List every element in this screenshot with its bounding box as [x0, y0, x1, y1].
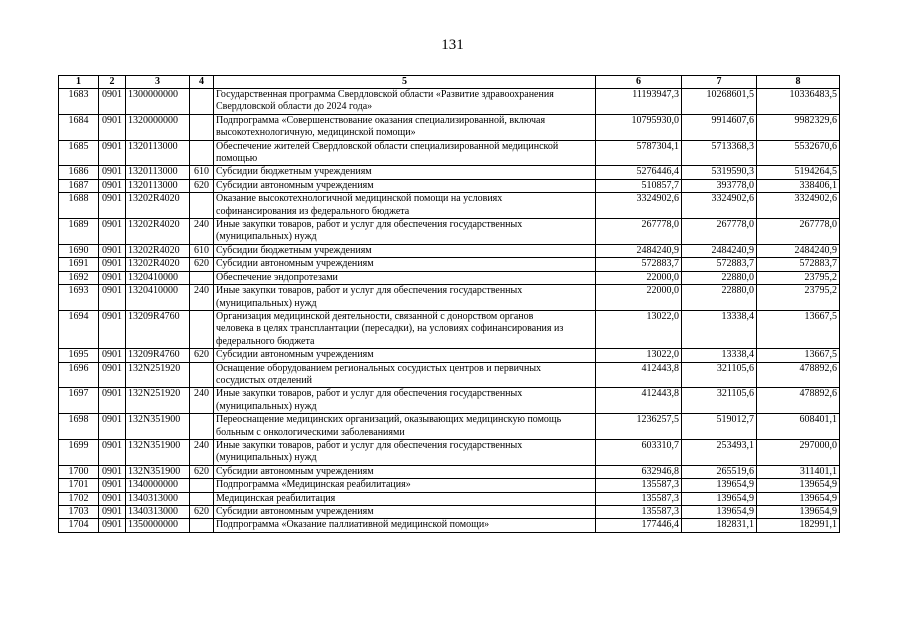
- expense-type-cell: [190, 310, 214, 348]
- item-name-line: Подпрограмма «Медицинская реабилитация»: [216, 479, 411, 491]
- amount-year2-cell: 267778,0: [682, 219, 757, 245]
- item-name-line: Иные закупки товаров, работ и услуг для обеспечения государственных: [216, 219, 523, 231]
- section-code-cell: 0901: [99, 465, 126, 478]
- target-article-cell: 13202R4020: [126, 219, 190, 245]
- section-code-cell: 0901: [99, 362, 126, 388]
- amount-year1-cell: 572883,7: [596, 258, 682, 271]
- section-code-cell: 0901: [99, 140, 126, 166]
- expense-type-cell: 240: [190, 219, 214, 245]
- amount-year1-cell: 1236257,5: [596, 414, 682, 440]
- item-name-line: высокотехнологичную, медицинской помощи»: [216, 127, 416, 139]
- row-number-cell: 1686: [59, 166, 99, 179]
- row-number-cell: 1699: [59, 439, 99, 465]
- item-name-line: Государственная программа Свердловской области «Развитие здравоохранения: [216, 89, 554, 100]
- target-article-cell: 1350000000: [126, 519, 190, 532]
- amount-year3-cell: 338406,1: [757, 179, 840, 192]
- expense-type-cell: [190, 114, 214, 140]
- amount-year2-cell: 13338,4: [682, 310, 757, 348]
- row-number-cell: 1703: [59, 506, 99, 519]
- item-name-cell: [214, 166, 596, 179]
- section-code-cell: 0901: [99, 271, 126, 284]
- item-name-line: Переоснащение медицинских организаций, оказывающих медицинскую помощь: [216, 414, 562, 426]
- item-name-line: (муниципальных) нужд: [216, 231, 317, 243]
- table-row: [59, 414, 840, 440]
- amount-year1-cell: 135587,3: [596, 492, 682, 505]
- amount-year3-cell: 23795,2: [757, 285, 840, 311]
- amount-year2-cell: 139654,9: [682, 479, 757, 492]
- table-row: [59, 285, 840, 311]
- target-article-cell: 1320410000: [126, 271, 190, 284]
- item-name-line: Иные закупки товаров, работ и услуг для обеспечения государственных: [216, 285, 523, 297]
- item-name-line: Иные закупки товаров, работ и услуг для обеспечения государственных: [216, 439, 523, 451]
- row-number-cell: 1704: [59, 519, 99, 532]
- table-row: [59, 362, 840, 388]
- table-row: [59, 479, 840, 492]
- table-row: [59, 349, 840, 362]
- item-name-cell: [214, 506, 596, 519]
- column-header: 3: [126, 76, 190, 89]
- row-number-cell: 1692: [59, 271, 99, 284]
- section-code-cell: 0901: [99, 479, 126, 492]
- item-name-line: (муниципальных) нужд: [216, 400, 317, 412]
- amount-year1-cell: 135587,3: [596, 506, 682, 519]
- item-name-line: Иные закупки товаров, работ и услуг для обеспечения государственных: [216, 388, 523, 400]
- item-name-cell: [214, 140, 596, 166]
- target-article-cell: 1340313000: [126, 506, 190, 519]
- expense-type-cell: [190, 362, 214, 388]
- expense-type-cell: 620: [190, 258, 214, 271]
- item-name-line: Субсидии бюджетным учреждениям: [216, 244, 372, 256]
- table-row: [59, 219, 840, 245]
- target-article-cell: 1320113000: [126, 166, 190, 179]
- item-name-cell: [214, 114, 596, 140]
- row-number-cell: 1700: [59, 465, 99, 478]
- amount-year3-cell: 13667,5: [757, 310, 840, 348]
- amount-year3-cell: 23795,2: [757, 271, 840, 284]
- amount-year3-cell: 182991,1: [757, 519, 840, 532]
- amount-year3-cell: 267778,0: [757, 219, 840, 245]
- target-article-cell: 132N351900: [126, 465, 190, 478]
- section-code-cell: 0901: [99, 388, 126, 414]
- item-name-line: Медицинская реабилитация: [216, 492, 336, 504]
- item-name-line: Субсидии бюджетным учреждениям: [216, 166, 372, 178]
- item-name-cell: [214, 519, 596, 532]
- item-name-cell: [214, 310, 596, 348]
- item-name-line: Оказание высокотехнологичной медицинской помощи на условиях: [216, 193, 503, 205]
- item-name-cell: [214, 439, 596, 465]
- item-name-cell: [214, 285, 596, 311]
- target-article-cell: 132N351900: [126, 439, 190, 465]
- target-article-cell: 13209R4760: [126, 349, 190, 362]
- item-name-cell: [214, 258, 596, 271]
- table-row: [59, 114, 840, 140]
- target-article-cell: 13202R4020: [126, 193, 190, 219]
- item-name-cell: [214, 465, 596, 478]
- expense-type-cell: [190, 140, 214, 166]
- amount-year2-cell: 253493,1: [682, 439, 757, 465]
- target-article-cell: 132N351900: [126, 414, 190, 440]
- row-number-cell: 1683: [59, 89, 99, 115]
- section-code-cell: 0901: [99, 439, 126, 465]
- row-number-cell: 1687: [59, 179, 99, 192]
- amount-year1-cell: 2484240,9: [596, 244, 682, 257]
- column-header: 7: [682, 76, 757, 89]
- row-number-cell: 1701: [59, 479, 99, 492]
- target-article-cell: 132N251920: [126, 362, 190, 388]
- target-article-cell: 13209R4760: [126, 310, 190, 348]
- amount-year3-cell: 572883,7: [757, 258, 840, 271]
- item-name-line: сосудистых отделений: [216, 374, 312, 386]
- table-row: [59, 388, 840, 414]
- amount-year3-cell: 139654,9: [757, 479, 840, 492]
- row-number-cell: 1691: [59, 258, 99, 271]
- item-name-line: Субсидии автономным учреждениям: [216, 465, 374, 477]
- row-number-cell: 1702: [59, 492, 99, 505]
- target-article-cell: 13202R4020: [126, 244, 190, 257]
- page-number: 131: [441, 37, 464, 53]
- section-code-cell: 0901: [99, 114, 126, 140]
- item-name-cell: [214, 89, 596, 115]
- table-row: [59, 506, 840, 519]
- item-name-line: федерального бюджета: [216, 335, 315, 347]
- item-name-line: Субсидии автономным учреждениям: [216, 349, 374, 361]
- item-name-cell: [214, 244, 596, 257]
- item-name-cell: [214, 179, 596, 192]
- table-row: [59, 140, 840, 166]
- item-name-line: больным с онкологическими заболеваниями: [216, 426, 405, 438]
- expense-type-cell: [190, 519, 214, 532]
- row-number-cell: 1688: [59, 193, 99, 219]
- item-name-line: помощью: [216, 153, 258, 165]
- amount-year1-cell: 5276446,4: [596, 166, 682, 179]
- item-name-line: Субсидии автономным учреждениям: [216, 506, 374, 517]
- row-number-cell: 1697: [59, 388, 99, 414]
- row-number-cell: 1690: [59, 244, 99, 257]
- expense-type-cell: 620: [190, 179, 214, 192]
- section-code-cell: 0901: [99, 179, 126, 192]
- item-name-line: Организация медицинской деятельности, связанной с донорством органов: [216, 310, 534, 322]
- amount-year2-cell: 572883,7: [682, 258, 757, 271]
- table-row: [59, 465, 840, 478]
- item-name-cell: [214, 219, 596, 245]
- expense-type-cell: [190, 89, 214, 115]
- table-row: [59, 89, 840, 115]
- table-row: [59, 310, 840, 348]
- amount-year2-cell: 519012,7: [682, 414, 757, 440]
- item-name-cell: [214, 349, 596, 362]
- target-article-cell: 1340313000: [126, 492, 190, 505]
- amount-year2-cell: 182831,1: [682, 519, 757, 532]
- amount-year1-cell: 267778,0: [596, 219, 682, 245]
- item-name-line: Субсидии автономным учреждениям: [216, 179, 374, 191]
- expense-type-cell: [190, 492, 214, 505]
- target-article-cell: 1320113000: [126, 140, 190, 166]
- row-number-cell: 1693: [59, 285, 99, 311]
- item-name-line: Субсидии автономным учреждениям: [216, 258, 374, 270]
- section-code-cell: 0901: [99, 506, 126, 519]
- row-number-cell: 1685: [59, 140, 99, 166]
- item-name-line: Обеспечение жителей Свердловской области специализированной медицинской: [216, 140, 559, 152]
- table-row: [59, 258, 840, 271]
- section-code-cell: 0901: [99, 519, 126, 532]
- row-number-cell: 1694: [59, 310, 99, 348]
- target-article-cell: 132N251920: [126, 388, 190, 414]
- expense-type-cell: 620: [190, 465, 214, 478]
- amount-year3-cell: 139654,9: [757, 506, 840, 519]
- table-row: [59, 166, 840, 179]
- amount-year3-cell: 311401,1: [757, 465, 840, 478]
- amount-year1-cell: 10795930,0: [596, 114, 682, 140]
- section-code-cell: 0901: [99, 349, 126, 362]
- amount-year1-cell: 135587,3: [596, 479, 682, 492]
- amount-year1-cell: 13022,0: [596, 310, 682, 348]
- row-number-cell: 1698: [59, 414, 99, 440]
- amount-year1-cell: 22000,0: [596, 271, 682, 284]
- amount-year1-cell: 11193947,3: [596, 89, 682, 115]
- amount-year2-cell: 22880,0: [682, 271, 757, 284]
- item-name-line: Оснащение оборудованием региональных сосудистых центров и первичных: [216, 362, 542, 374]
- amount-year3-cell: 139654,9: [757, 492, 840, 505]
- row-number-cell: 1696: [59, 362, 99, 388]
- column-header: 5: [214, 76, 596, 89]
- section-code-cell: 0901: [99, 89, 126, 115]
- amount-year2-cell: 2484240,9: [682, 244, 757, 257]
- amount-year1-cell: 632946,8: [596, 465, 682, 478]
- amount-year2-cell: 10268601,5: [682, 89, 757, 115]
- row-number-cell: 1689: [59, 219, 99, 245]
- section-code-cell: 0901: [99, 193, 126, 219]
- expense-type-cell: 620: [190, 349, 214, 362]
- amount-year1-cell: 603310,7: [596, 439, 682, 465]
- item-name-cell: [214, 492, 596, 505]
- amount-year2-cell: 139654,9: [682, 506, 757, 519]
- item-name-line: Обеспечение эндопротезами: [216, 271, 338, 283]
- table-body: [59, 89, 840, 533]
- section-code-cell: 0901: [99, 258, 126, 271]
- target-article-cell: 1320113000: [126, 179, 190, 192]
- expense-type-cell: 240: [190, 439, 214, 465]
- item-name-line: Свердловской области до 2024 года»: [216, 101, 373, 113]
- expense-type-cell: 610: [190, 166, 214, 179]
- amount-year3-cell: 608401,1: [757, 414, 840, 440]
- amount-year3-cell: 478892,6: [757, 362, 840, 388]
- amount-year2-cell: 13338,4: [682, 349, 757, 362]
- table-row: [59, 193, 840, 219]
- amount-year1-cell: 510857,7: [596, 179, 682, 192]
- table-row: [59, 492, 840, 505]
- table-row: [59, 519, 840, 532]
- item-name-cell: [214, 271, 596, 284]
- column-header: 2: [99, 76, 126, 89]
- section-code-cell: 0901: [99, 414, 126, 440]
- amount-year2-cell: 5319590,3: [682, 166, 757, 179]
- target-article-cell: 1320410000: [126, 285, 190, 311]
- amount-year2-cell: 22880,0: [682, 285, 757, 311]
- amount-year2-cell: 265519,6: [682, 465, 757, 478]
- column-header: 8: [757, 76, 840, 89]
- amount-year1-cell: 177446,4: [596, 519, 682, 532]
- column-header: 1: [59, 76, 99, 89]
- item-name-line: софинансирования из федерального бюджета: [216, 205, 410, 217]
- section-code-cell: 0901: [99, 310, 126, 348]
- amount-year3-cell: 5532670,6: [757, 140, 840, 166]
- amount-year1-cell: 22000,0: [596, 285, 682, 311]
- amount-year2-cell: 3324902,6: [682, 193, 757, 219]
- amount-year3-cell: 5194264,5: [757, 166, 840, 179]
- amount-year3-cell: 13667,5: [757, 349, 840, 362]
- item-name-cell: [214, 193, 596, 219]
- section-code-cell: 0901: [99, 166, 126, 179]
- amount-year1-cell: 412443,8: [596, 362, 682, 388]
- table-row: [59, 271, 840, 284]
- item-name-line: Подпрограмма «Оказание паллиативной медицинской помощи»: [216, 519, 490, 531]
- amount-year2-cell: 321105,6: [682, 388, 757, 414]
- expense-type-cell: [190, 193, 214, 219]
- expense-type-cell: [190, 479, 214, 492]
- budget-table: [58, 75, 840, 533]
- table-row: [59, 244, 840, 257]
- section-code-cell: 0901: [99, 285, 126, 311]
- amount-year1-cell: 3324902,6: [596, 193, 682, 219]
- section-code-cell: 0901: [99, 492, 126, 505]
- row-number-cell: 1684: [59, 114, 99, 140]
- table-row: [59, 179, 840, 192]
- item-name-cell: [214, 362, 596, 388]
- section-code-cell: 0901: [99, 244, 126, 257]
- amount-year3-cell: 10336483,5: [757, 89, 840, 115]
- amount-year1-cell: 13022,0: [596, 349, 682, 362]
- section-code-cell: 0901: [99, 219, 126, 245]
- item-name-line: человека в целях трансплантации (пересадки), на условиях софинансирования из: [216, 323, 564, 335]
- column-header: 6: [596, 76, 682, 89]
- item-name-line: (муниципальных) нужд: [216, 297, 317, 309]
- amount-year2-cell: 9914607,6: [682, 114, 757, 140]
- target-article-cell: 1340000000: [126, 479, 190, 492]
- expense-type-cell: [190, 414, 214, 440]
- amount-year2-cell: 321105,6: [682, 362, 757, 388]
- amount-year1-cell: 412443,8: [596, 388, 682, 414]
- item-name-line: Подпрограмма «Совершенствование оказания специализированной, включая: [216, 114, 546, 126]
- expense-type-cell: 240: [190, 388, 214, 414]
- amount-year2-cell: 393778,0: [682, 179, 757, 192]
- item-name-cell: [214, 414, 596, 440]
- amount-year1-cell: 5787304,1: [596, 140, 682, 166]
- target-article-cell: 1300000000: [126, 89, 190, 115]
- amount-year3-cell: 2484240,9: [757, 244, 840, 257]
- expense-type-cell: 620: [190, 506, 214, 519]
- table-row: [59, 439, 840, 465]
- item-name-cell: [214, 479, 596, 492]
- expense-type-cell: [190, 271, 214, 284]
- amount-year3-cell: 3324902,6: [757, 193, 840, 219]
- header-row: [59, 76, 840, 89]
- amount-year3-cell: 478892,6: [757, 388, 840, 414]
- amount-year2-cell: 5713368,3: [682, 140, 757, 166]
- amount-year2-cell: 139654,9: [682, 492, 757, 505]
- row-number-cell: 1695: [59, 349, 99, 362]
- target-article-cell: 13202R4020: [126, 258, 190, 271]
- expense-type-cell: 240: [190, 285, 214, 311]
- amount-year3-cell: 9982329,6: [757, 114, 840, 140]
- expense-type-cell: 610: [190, 244, 214, 257]
- item-name-cell: [214, 388, 596, 414]
- column-header: 4: [190, 76, 214, 89]
- item-name-line: (муниципальных) нужд: [216, 452, 317, 464]
- amount-year3-cell: 297000,0: [757, 439, 840, 465]
- target-article-cell: 1320000000: [126, 114, 190, 140]
